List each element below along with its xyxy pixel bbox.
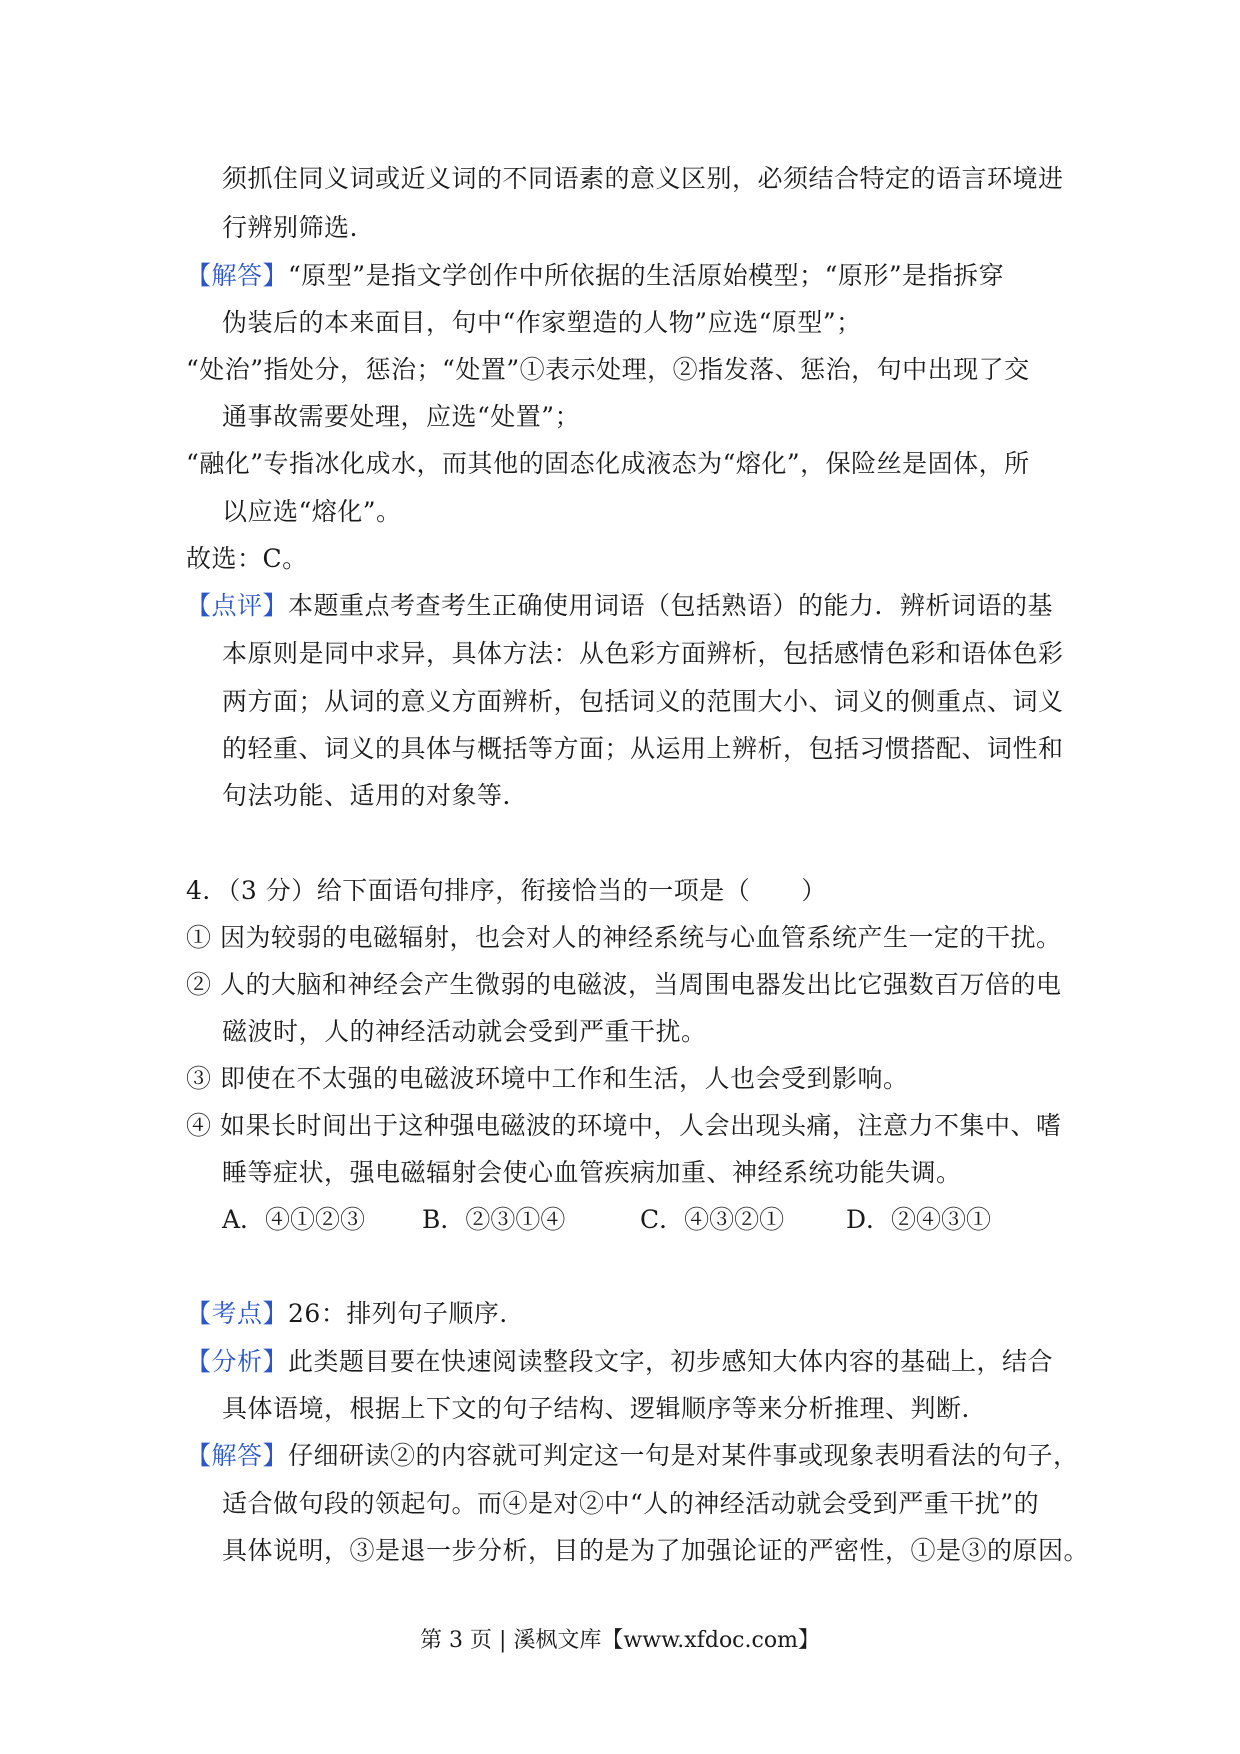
answer-line: 以应选“熔化”。 bbox=[222, 497, 402, 526]
comment-line: 本原则是同中求异，具体方法：从色彩方面辨析，包括感情色彩和语体色彩 bbox=[222, 639, 1064, 668]
sentence-3: ③ 即使在不太强的电磁波环境中工作和生活，人也会受到影响。 bbox=[186, 1064, 909, 1093]
sentence-4-cont: 睡等症状，强电磁辐射会使心血管疾病加重、神经系统功能失调。 bbox=[222, 1158, 962, 1187]
sentence-1: ① 因为较弱的电磁辐射，也会对人的神经系统与心血管系统产生一定的干扰。 bbox=[186, 923, 1062, 952]
comment-line bbox=[186, 590, 1053, 622]
kaodian-line bbox=[186, 1298, 525, 1330]
sentence-2-cont: 磁波时，人的神经活动就会受到严重干扰。 bbox=[222, 1017, 707, 1046]
comment-text: 本题重点考查考生正确使用词语（包括熟语）的能力．辨析词语的基 bbox=[288, 591, 1054, 620]
comment-line: 两方面；从词的意义方面辨析，包括词义的范围大小、词义的侧重点、词义 bbox=[222, 687, 1064, 716]
answer-line: 伪装后的本来面目，句中“作家塑造的人物”应选“原型”； bbox=[222, 308, 862, 337]
jieda-line: 适合做句段的领起句。而④是对②中“人的神经活动就会受到严重干扰”的 bbox=[222, 1489, 1040, 1518]
comment-line: 的轻重、词义的具体与概括等方面；从运用上辨析，包括习惯搭配、词性和 bbox=[222, 734, 1064, 763]
fenxi-line bbox=[186, 1346, 1053, 1378]
paragraph-line: 须抓住同义词或近义词的不同语素的意义区别，必须结合特定的语言环境进 bbox=[222, 164, 1064, 193]
options-row bbox=[222, 1204, 991, 1236]
answer-tag: 【解答】 bbox=[186, 261, 289, 290]
answer-choice: 故选：C。 bbox=[186, 544, 308, 573]
option-b: B．②③①④ bbox=[422, 1205, 566, 1234]
question-stem: 4．（3 分）给下面语句排序，衔接恰当的一项是（ ） bbox=[186, 876, 827, 905]
answer-line bbox=[186, 260, 1004, 292]
answer-line: 通事故需要处理，应选“处置”； bbox=[222, 402, 581, 431]
option-a: A．④①②③ bbox=[222, 1205, 366, 1234]
fenxi-line: 具体语境，根据上下文的句子结构、逻辑顺序等来分析推理、判断． bbox=[222, 1394, 988, 1423]
fenxi-tag: 【分析】 bbox=[186, 1347, 289, 1376]
option-c: C．④③②① bbox=[640, 1205, 785, 1234]
jieda-text: 仔细研读②的内容就可判定这一句是对某件事或现象表明看法的句子， bbox=[288, 1441, 1079, 1470]
option-d: D．②④③① bbox=[846, 1205, 992, 1234]
answer-line: “处治”指处分，惩治；“处置”①表示处理，②指发落、惩治，句中出现了交 bbox=[186, 355, 1030, 384]
sentence-2: ② 人的大脑和神经会产生微弱的电磁波，当周围电器发出比它强数百万倍的电 bbox=[186, 970, 1062, 999]
fenxi-text: 此类题目要在快速阅读整段文字，初步感知大体内容的基础上，结合 bbox=[288, 1347, 1054, 1376]
kaodian-tag: 【考点】 bbox=[186, 1299, 289, 1328]
comment-line: 句法功能、适用的对象等． bbox=[222, 781, 529, 810]
answer-line: “融化”专指冰化成水，而其他的固态化成液态为“熔化”，保险丝是固体，所 bbox=[186, 449, 1030, 478]
page-footer: 第 3 页 | 溪枫文库【www.xfdoc.com】 bbox=[420, 1628, 820, 1653]
answer-text: “原型”是指文学创作中所依据的生活原始模型；“原形”是指拆穿 bbox=[288, 261, 1005, 290]
jieda-line: 具体说明，③是退一步分析，目的是为了加强论证的严密性，①是③的原因。 bbox=[222, 1536, 1090, 1565]
comment-tag: 【点评】 bbox=[186, 591, 289, 620]
sentence-4: ④ 如果长时间出于这种强电磁波的环境中，人会出现头痛，注意力不集中、嗜 bbox=[186, 1111, 1062, 1140]
kaodian-text: 26：排列句子顺序． bbox=[288, 1299, 525, 1328]
paragraph-line: 行辨别筛选. bbox=[222, 213, 358, 242]
jieda-tag: 【解答】 bbox=[186, 1441, 289, 1470]
jieda-line bbox=[186, 1440, 1079, 1472]
